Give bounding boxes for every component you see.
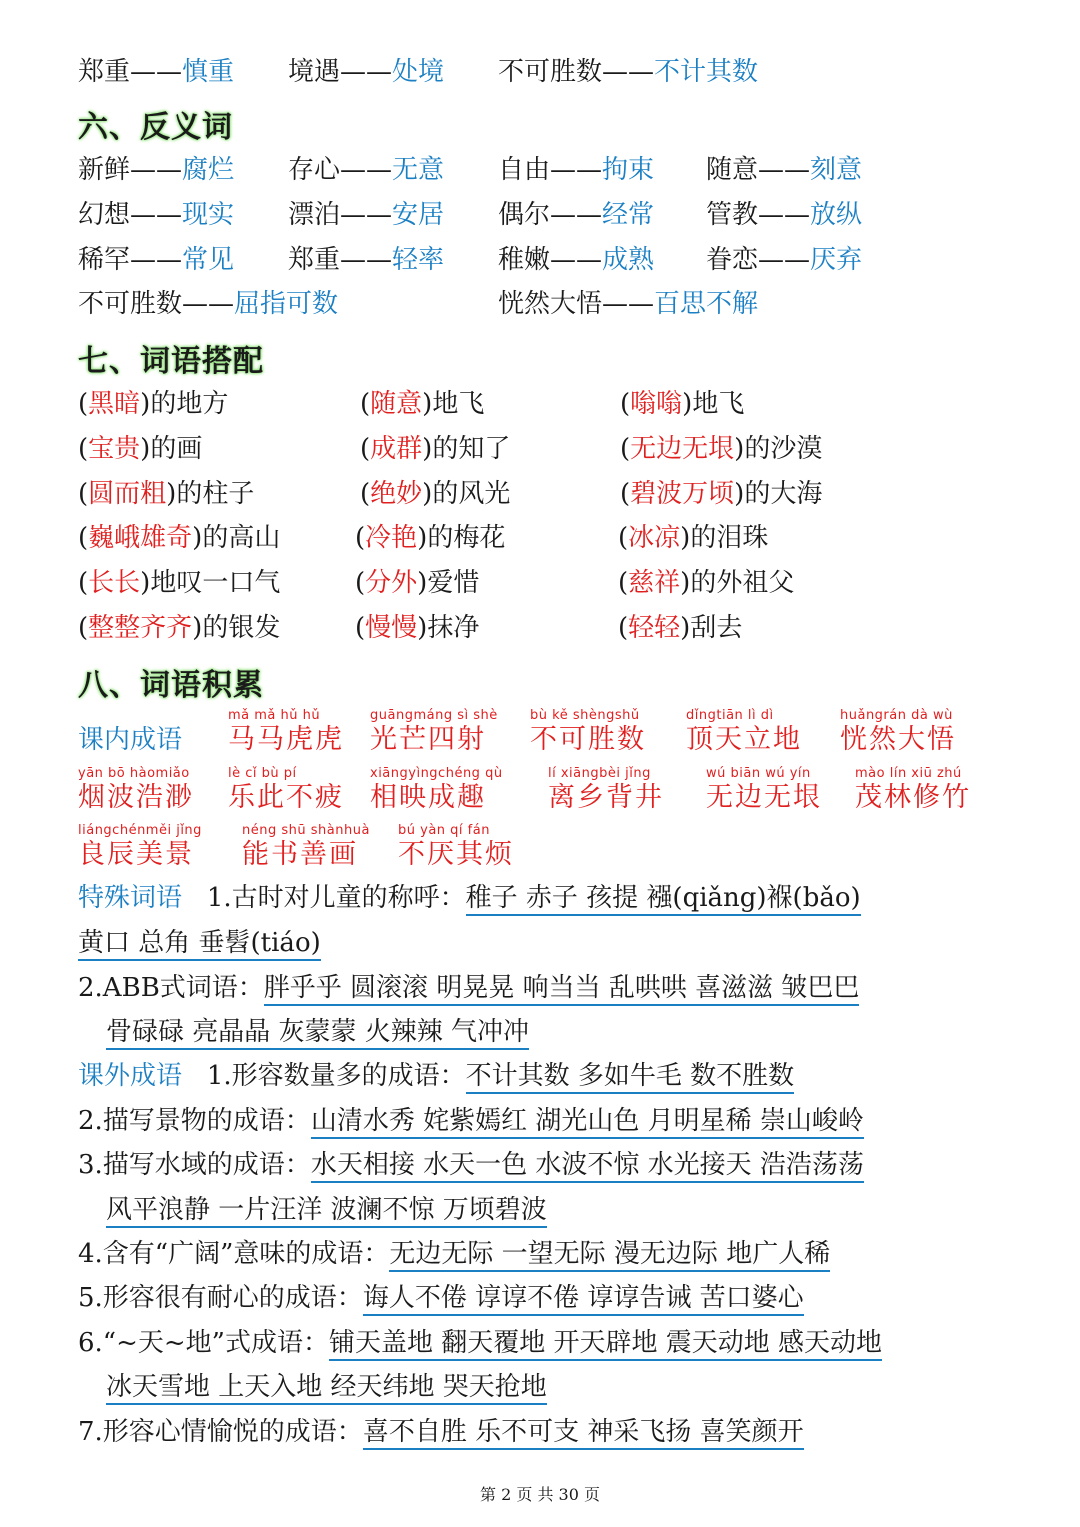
- collocation: (随意)地飞: [360, 389, 485, 419]
- idiom: mào lín xiū zhú 茂林修竹: [855, 766, 971, 813]
- idiom: mǎ mǎ hǔ hǔ 马马虎虎: [228, 708, 344, 755]
- special-words-1-cont: 黄口 总角 垂髫(tiáo): [78, 925, 321, 961]
- collocation: (慈祥)的外祖父: [618, 568, 795, 598]
- antonym-pair: 存心——无意: [288, 155, 445, 185]
- idiom: lí xiāngbèi jǐng 离乡背井: [548, 766, 664, 813]
- idiom: néng shū shànhuà 能书善画: [242, 823, 370, 870]
- idiom: bú yàn qí fán 不厌其烦: [398, 823, 514, 870]
- collocation: (宝贵)的画: [78, 434, 203, 464]
- collocation: (分外)爱惜: [355, 568, 480, 598]
- collocation: (巍峨雄奇)的高山: [78, 523, 281, 553]
- collocation: (轻轻)刮去: [618, 613, 743, 643]
- top-pair-1: 郑重——慎重: [78, 57, 235, 87]
- collocation: (冰凉)的泪珠: [618, 523, 769, 553]
- antonym-pair: 恍然大悟——百思不解: [498, 289, 759, 319]
- antonym-pair: 幻想——现实: [78, 200, 235, 230]
- collocation: (冷艳)的梅花: [355, 523, 506, 553]
- section-title-antonyms: 六、反义词: [78, 110, 233, 145]
- out-idioms-2: 2.描写景物的成语：山清水秀 姹紫嫣红 湖光山色 月明星稀 崇山峻岭: [78, 1103, 864, 1139]
- antonym-pair: 新鲜——腐烂: [78, 155, 235, 185]
- antonym-pair: 稀罕——常见: [78, 245, 235, 275]
- page-number: 第 2 页 共 30 页: [480, 1485, 600, 1504]
- out-idioms-4: 4.含有“广阔”意味的成语：无边无际 一望无际 漫无边际 地广人稀: [78, 1236, 830, 1272]
- idiom: huǎngrán dà wù 恍然大悟: [840, 708, 956, 755]
- out-idioms-7: 7.形容心情愉悦的成语：喜不自胜 乐不可支 神采飞扬 喜笑颜开: [78, 1414, 804, 1450]
- out-idioms-3-cont: 风平浪静 一片汪洋 波澜不惊 万顷碧波: [106, 1192, 547, 1228]
- idiom: xiāngyìngchéng qù 相映成趣: [370, 766, 503, 813]
- idiom: yān bō hàomiǎo 烟波浩渺: [78, 766, 194, 813]
- collocation: (成群)的知了: [360, 434, 511, 464]
- idiom: dǐngtiān lì dì 顶天立地: [686, 708, 802, 755]
- antonym-pair: 不可胜数——屈指可数: [78, 289, 339, 319]
- antonym-pair: 稚嫩——成熟: [498, 245, 655, 275]
- label-in-class-idioms: 课内成语: [78, 725, 183, 755]
- antonym-pair: 随意——刻意: [706, 155, 863, 185]
- special-words-2: 2.ABB式词语：胖乎乎 圆滚滚 明晃晃 响当当 乱哄哄 喜滋滋 皱巴巴: [78, 970, 859, 1006]
- collocation: (慢慢)抹净: [355, 613, 480, 643]
- out-idioms-6-cont: 冰天雪地 上天入地 经天纬地 哭天抢地: [106, 1369, 547, 1405]
- out-idioms-3: 3.描写水域的成语：水天相接 水天一色 水波不惊 水光接天 浩浩荡荡: [78, 1147, 864, 1183]
- collocation: (绝妙)的风光: [360, 479, 511, 509]
- out-idioms-6: 6.“~天~地”式成语：铺天盖地 翻天覆地 开天辟地 震天动地 感天动地: [78, 1325, 882, 1361]
- antonym-pair: 自由——拘束: [498, 155, 655, 185]
- antonym-pair: 偶尔——经常: [498, 200, 655, 230]
- section-title-collocations: 七、词语搭配: [78, 344, 264, 379]
- idiom: guāngmáng sì shè 光芒四射: [370, 708, 498, 755]
- idiom: bù kě shèngshǔ 不可胜数: [530, 708, 646, 755]
- antonym-pair: 眷恋——厌弃: [706, 245, 863, 275]
- collocation: (碧波万顷)的大海: [620, 479, 823, 509]
- idiom: lè cǐ bù pí 乐此不疲: [228, 766, 344, 813]
- collocation: (整整齐齐)的银发: [78, 613, 281, 643]
- out-idioms-5: 5.形容很有耐心的成语：诲人不倦 谆谆不倦 谆谆告诫 苦口婆心: [78, 1280, 804, 1316]
- special-words-2-cont: 骨碌碌 亮晶晶 灰蒙蒙 火辣辣 气冲冲: [106, 1014, 529, 1050]
- section-title-accumulation: 八、词语积累: [78, 668, 264, 703]
- antonym-pair: 郑重——轻率: [288, 245, 445, 275]
- antonym-pair: 漂泊——安居: [288, 200, 445, 230]
- special-words-1: 特殊词语 1.古时对儿童的称呼：稚子 赤子 孩提 襁(qiǎng)褓(bǎo): [78, 880, 861, 916]
- top-pair-3: 不可胜数——不计其数: [498, 57, 759, 87]
- idiom: liángchénměi jǐng 良辰美景: [78, 823, 202, 870]
- collocation: (嗡嗡)地飞: [620, 389, 745, 419]
- collocation: (长长)地叹一口气: [78, 568, 281, 598]
- antonym-pair: 管教——放纵: [706, 200, 863, 230]
- collocation: (圆而粗)的柱子: [78, 479, 255, 509]
- idiom: wú biān wú yín 无边无垠: [706, 766, 822, 813]
- collocation: (黑暗)的地方: [78, 389, 229, 419]
- out-idioms-1: 课外成语 1.形容数量多的成语：不计其数 多如牛毛 数不胜数: [78, 1058, 794, 1094]
- top-pair-2: 境遇——处境: [288, 57, 445, 87]
- collocation: (无边无垠)的沙漠: [620, 434, 823, 464]
